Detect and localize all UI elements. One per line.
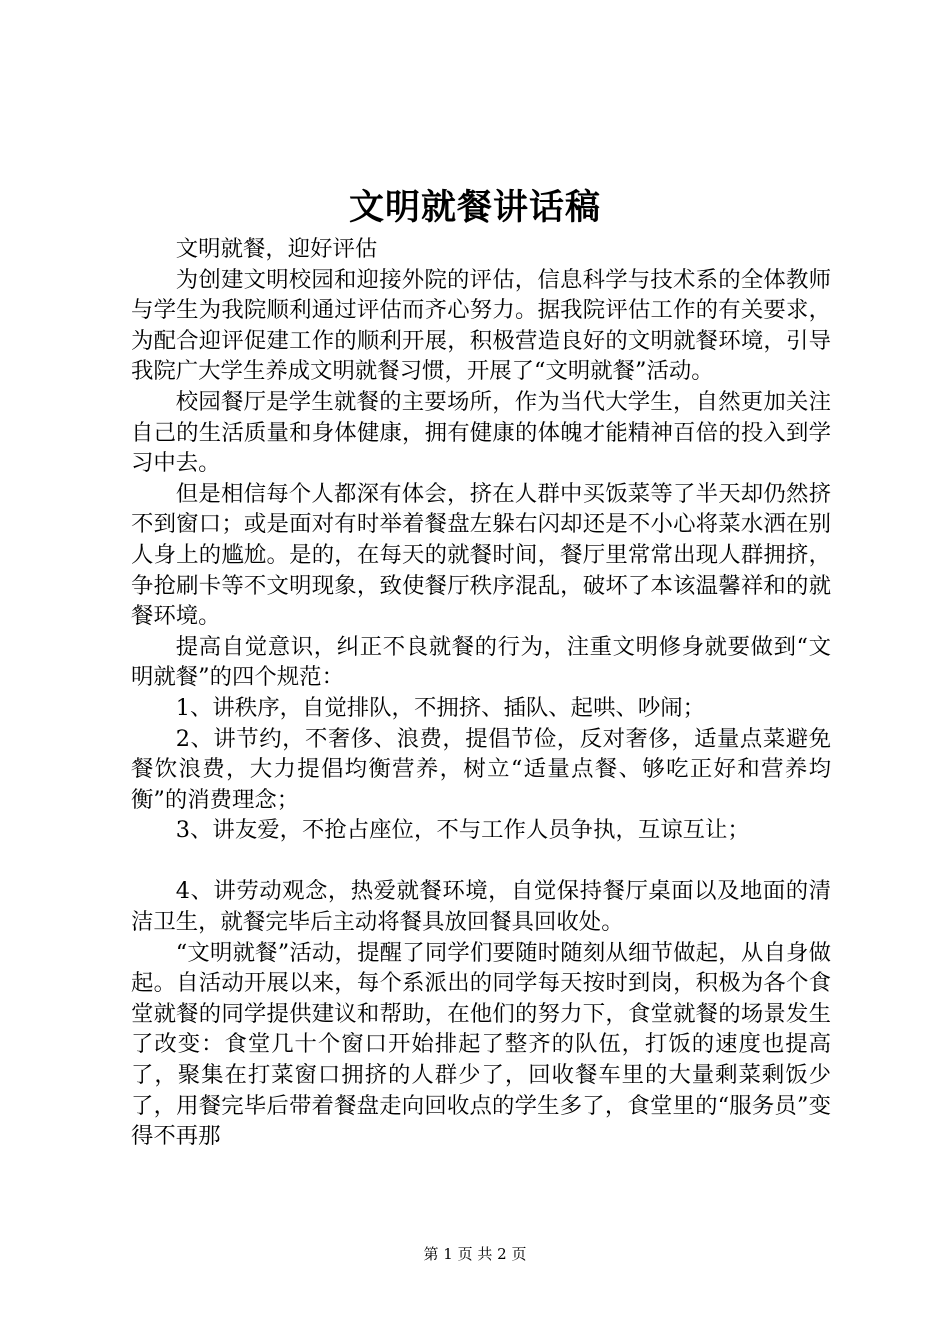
rule-item: 2、讲节约，不奢侈、浪费，提倡节俭，反对奢侈，适量点菜避免餐饮浪费，大力提倡均衡营养，树立“适量点餐、够吃正好和营养均衡”的消费理念； (131, 725, 831, 813)
rule-item: 1、讲秩序，自觉排队，不拥挤、插队、起哄、吵闹； (175, 694, 706, 721)
page-number-footer: 第 1 页 共 2 页 (423, 1245, 527, 1263)
blank-line (131, 846, 831, 877)
document-title: 文明就餐讲话稿 (348, 187, 601, 228)
document-body (131, 234, 831, 1152)
rule-item: 3、讲友爱，不抢占座位，不与工作人员争执，互谅互让； (175, 817, 750, 844)
body-paragraph: 提高自觉意识，纠正不良就餐的行为，注重文明修身就要做到“文明就餐”的四个规范： (131, 633, 831, 691)
rule-item: 4、讲劳动观念，热爱就餐环境，自觉保持餐厅桌面以及地面的清洁卫生，就餐完毕后主动将餐具放回餐具回收处。 (131, 878, 831, 936)
body-paragraph: 校园餐厅是学生就餐的主要场所，作为当代大学生，自然更加关注自己的生活质量和身体健康，拥有健康的体魄才能精神百倍的投入到学习中去。 (131, 388, 831, 477)
body-paragraph: 但是相信每个人都深有体会，挤在人群中买饭菜等了半天却仍然挤不到窗口；或是面对有时举着餐盘左躲右闪却还是不小心将菜水洒在别人身上的尴尬。是的，在每天的就餐时间，餐厅里常常出现人群拥挤，争抢刷卡等不文明现象，致使餐厅秩序混乱，破坏了本该温馨祥和的就餐环境。 (131, 480, 831, 630)
body-paragraph: 为创建文明校园和迎接外院的评估，信息科学与技术系的全体教师与学生为我院顺利通过评估而齐心努力。据我院评估工作的有关要求，为配合迎评促建工作的顺利开展，积极营造良好的文明就餐环境，引导我院广大学生养成文明就餐习惯，开展了“文明就餐”活动。 (131, 266, 831, 385)
body-paragraph: “文明就餐”活动，提醒了同学们要随时随刻从细节做起，从自身做起。自活动开展以来，每个系派出的同学每天按时到岗，积极为各个食堂就餐的同学提供建议和帮助，在他们的努力下，食堂就餐的场景发生了改变：食堂几十个窗口开始排起了整齐的队伍，打饭的速度也提高了，聚集在打菜窗口拥挤的人群少了，回收餐车里的大量剩菜剩饭少了，用餐完毕后带着餐盘走向回收点的学生多了，食堂里的“服务员”变得不再那 (131, 939, 831, 1150)
subtitle-paragraph: 文明就餐，迎好评估 (175, 236, 378, 262)
